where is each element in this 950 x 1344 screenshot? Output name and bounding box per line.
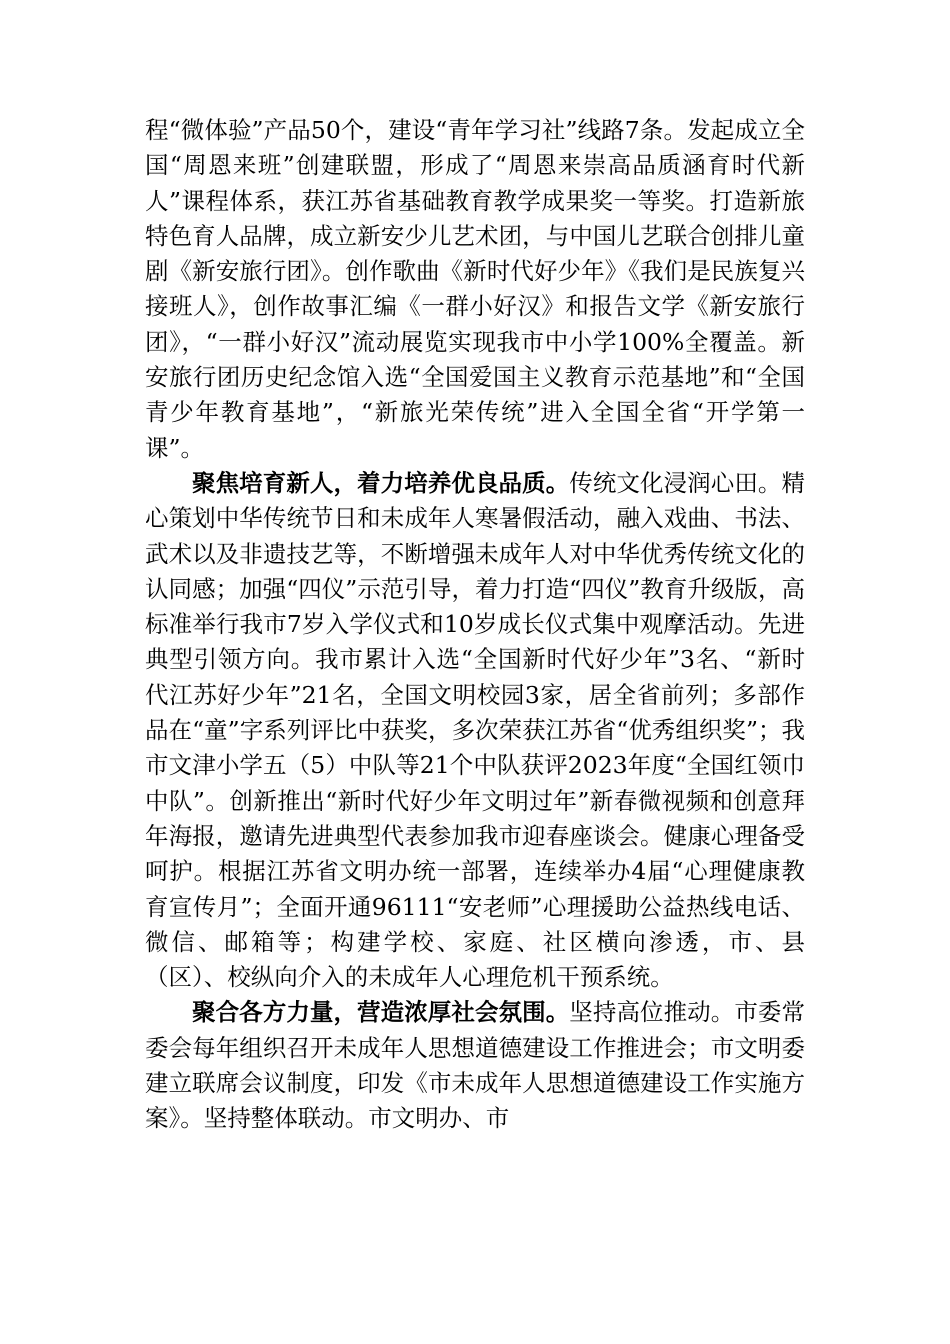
paragraph-2-heading: 聚焦培育新人，着力培养优良品质。 — [192, 468, 570, 497]
paragraph-1-text: 程“微体验”产品50个，建设“青年学习社”线路7条。发起成立全国“周恩来班”创建联盟，形成了“周恩来崇高品质涵育时代新人”课程体系，获江苏省基础教育教学成果奖一等奖。打造新旅特色育人品牌，成立新安少儿艺术团，与中国儿艺联合创排儿童剧《新安旅行团》。创作歌曲《新时代好少年》《我们是民族复兴接班人》，创作故事汇编《一群小好汉》和报告文学《新安旅行团》，“一群小好汉”流动展览实现我市中小学100%全覆盖。新安旅行团历史纪念馆入选“全国爱国主义教育示范基地”和“全国青少年教育基地”，“新旅光荣传统”进入全国全省“开学第一课”。 — [145, 116, 805, 462]
paragraph-3-heading: 聚合各方力量，营造浓厚社会氛围。 — [192, 998, 570, 1027]
paragraph-3-text: 坚持高位推动。市委常委会每年组织召开未成年人思想道德建设工作推进会；市文明委建立联席会议制度，印发《市未成年人思想道德建设工作实施方案》。坚持整体联动。市文明办、市 — [145, 998, 806, 1133]
paragraph-1 — [145, 113, 805, 466]
paragraph-3 — [145, 995, 805, 1136]
document-page — [145, 113, 805, 1137]
paragraph-2 — [145, 466, 805, 995]
paragraph-2-text: 传统文化浸润心田。精心策划中华传统节日和未成年人寒暑假活动，融入戏曲、书法、武术以及非遗技艺等，不断增强未成年人对中华优秀传统文化的认同感；加强“四仪”示范引导，着力打造“四仪”教育升级版，高标准举行我市7岁入学仪式和10岁成长仪式集中观摩活动。先进典型引领方向。我市累计入选“全国新时代好少年”3名、“新时代江苏好少年”21名，全国文明校园3家，居全省前列；多部作品在“童”字系列评比中获奖，多次荣获江苏省“优秀组织奖”；我市文津小学五（5）中队等21个中队获评2023年度“全国红领巾中队”。创新推出“新时代好少年文明过年”新春微视频和创意拜年海报，邀请先进典型代表参加我市迎春座谈会。健康心理备受呵护。根据江苏省文明办统一部署，连续举办4届“心理健康教育宣传月”；全面开通96111“安老师”心理援助公益热线电话、微信、邮箱等；构建学校、家庭、社区横向渗透，市、县（区）、校纵向介入的未成年人心理危机干预系统。 — [145, 468, 806, 992]
